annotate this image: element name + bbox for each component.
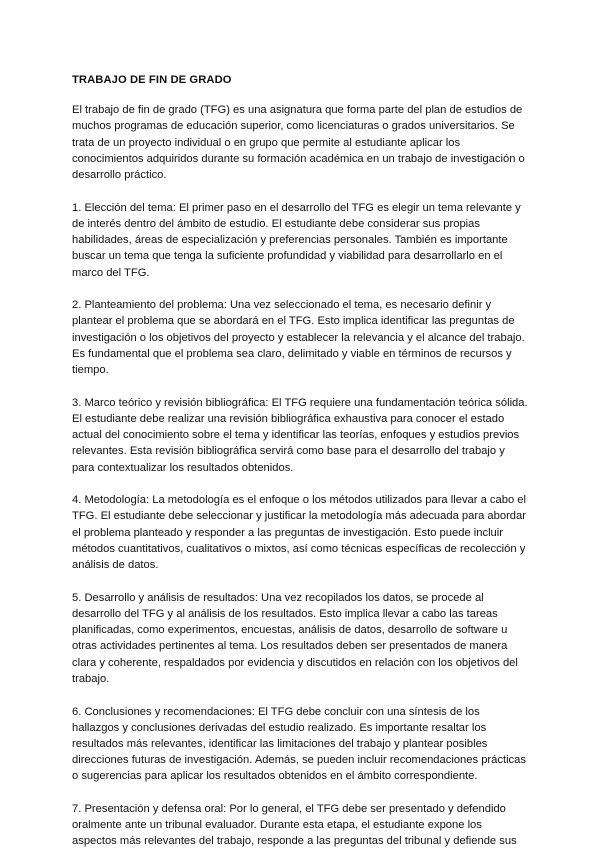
paragraph-metodologia: 4. Metodología: La metodología es el enfoque o los métodos utilizados para llevar a cabo el TFG. El estudiante debe seleccionar y justificar la metodología más adecuada para abordar el problema planteado y responder a las preguntas de investigación. Esto puede incluir métodos cuantitativos, cualitativos o mixtos, así como técnicas específicas de recolección y análisis de datos. [72, 494, 527, 572]
paragraph-planteamiento-problema: 2. Planteamiento del problema: Una vez seleccionado el tema, es necesario definir y plantear el problema que se abordará en el TFG. Esto implica identificar las preguntas de investigación o los objetivos del proyecto y establecer la relevancia y el alcance del trabajo. Es fundamental que el problema sea claro, delimitado y viable en términos de recursos y tiempo. [72, 299, 525, 377]
paragraph-desarrollo-analisis: 5. Desarrollo y análisis de resultados: Una vez recopilados los datos, se procede al desarrollo del TFG y al análisis de los resultados. Esto implica llevar a cabo las tareas planificadas, como experimentos, encuestas, análisis de datos, desarrollo de software u otras actividades pertinentes al tema. Los resultados deben ser presentados de manera clara y coherente, respaldados por evidencia y discutidos en relación con los objetivos del trabajo. [72, 591, 518, 685]
paragraph-eleccion-tema: 1. Elección del tema: El primer paso en el desarrollo del TFG es elegir un tema relevante y de interés dentro del ámbito de estudio. El estudiante debe considerar sus propias habilidades, áreas de especialización y preferencias personales. También es importante buscar un tema que tenga la suficiente profundidad y viabilidad para desarrollarlo en el marco del TFG. [72, 201, 521, 279]
document-title: TRABAJO DE FIN DE GRADO [72, 74, 232, 86]
paragraph-marco-teorico: 3. Marco teórico y revisión bibliográfica: El TFG requiere una fundamentación teórica sólida. El estudiante debe realizar una revisión bibliográfica exhaustiva para conocer el estado actual del conocimiento sobre el tema y identificar las teorías, enfoques y estudios previos relevantes. Esta revisión bibliográfica servirá como base para el desarrollo del trabajo y para contextualizar los resultados obtenidos. [72, 396, 528, 474]
intro-paragraph: El trabajo de fin de grado (TFG) es una asignatura que forma parte del plan de estudios de muchos programas de educación superior, como licenciaturas o grados universitarios. Se trata de un proyecto individual o en grupo que permite al estudiante aplicar los conocimientos adquiridos durante su formación académica en un trabajo de investigación o desarrollo práctico. [72, 104, 525, 182]
paragraph-presentacion-defensa: 7. Presentación y defensa oral: Por lo general, el TFG debe ser presentado y defendido oralmente ante un tribunal evaluador. Durante esta etapa, el estudiante expone los aspectos más relevantes del trabajo, responde a las preguntas del tribunal y defiende sus [72, 803, 517, 848]
paragraph-conclusiones: 6. Conclusiones y recomendaciones: El TFG debe concluir con una síntesis de los hallazgos y conclusiones derivadas del estudio realizado. Es importante resaltar los resultados más relevantes, identificar las limitaciones del trabajo y plantear posibles direcciones futuras de investigación. Además, se pueden incluir recomendaciones prácticas o sugerencias para aplicar los resultados obtenidos en el ámbito correspondiente. [72, 705, 526, 783]
document-body [72, 72, 528, 866]
